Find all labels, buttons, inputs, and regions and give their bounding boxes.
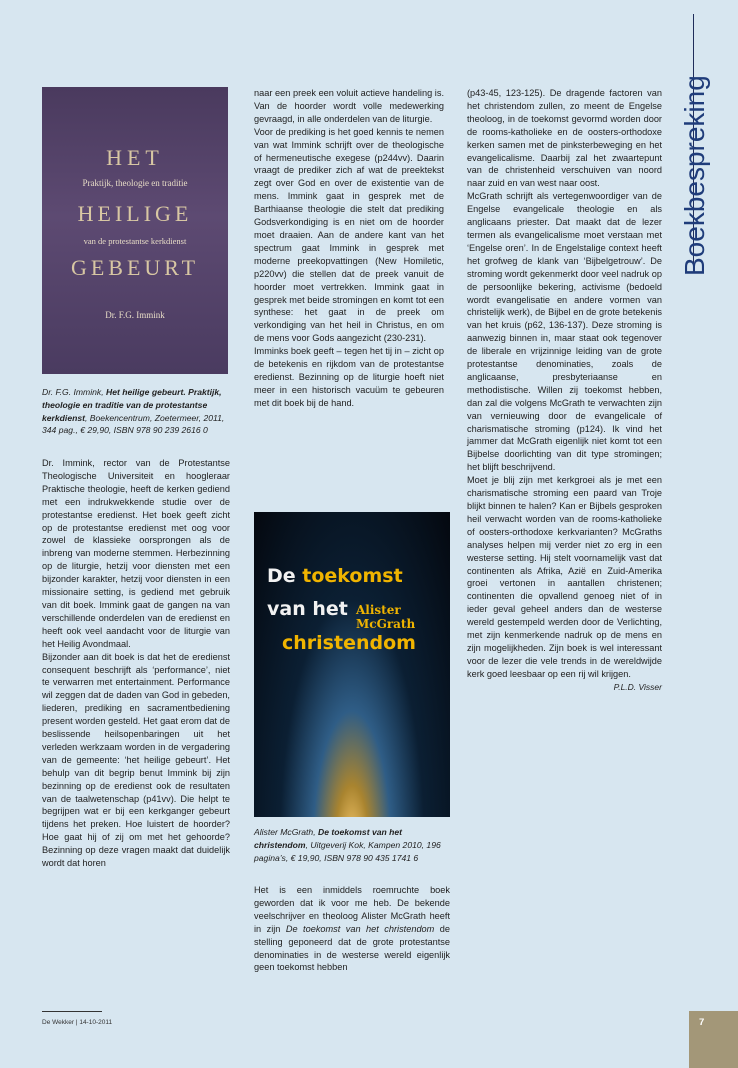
book-cover-de-toekomst-van-het-christendom (254, 512, 450, 817)
caption-author: Alister McGrath, (254, 827, 318, 837)
book-title-italic: De toekomst van het christendom (285, 923, 435, 934)
text-run: de stelling geponeerd dat de grote protestantse denominaties in de westerse wereld eigenlijk geen toekomst hebben (254, 923, 451, 973)
cover-word: toekomst (302, 565, 403, 587)
cover-author: Alister McGrath (356, 603, 416, 631)
paragraph: Dr. Immink, rector van de Protestantse Theologische Universiteit en hoogleraar Praktische theologie, heeft de kerken gediend met een indrukwekkende studie over de protestantse eredienst. Het boek geeft zicht op de protestantse eredienst met oog voor zowel de klassieke oorsprongen als de inbreng van moderne stemmen. Herbezinning op de liturgie, hetzij voor diensten met een bijzonder karakter, hetzij voor diensten in een missionaire setting, is gediend met gebruik van dit boek. Immink gaat de gangen na van verschillende onderdelen van de eredienst en heeft ook veel aandacht voor de liturgie van het Heilig Avondmaal. (42, 458, 230, 649)
cover-subtitle: van de protestantse kerkdienst (83, 236, 187, 246)
section-title: Boekbespreking (679, 75, 710, 276)
paragraph: Bijzonder aan dit boek is dat het de eredienst consequent beschrijft als ‘performance’, niet te verwarren met entertainment. Performance wil zeggen dat de daden van God in gebeden, liederen, prediking en sacramentbediening present worden gesteld. Het gaat erom dat de beslissende heilsopenbaringen uit het verleden werkzaam worden in de vergadering van de gemeente: ‘het heilige gebeurt’. Het behulp van dit begrip benut Immink bij zijn bezinning op de eredienst ook de resultaten van de taalwetenschap (p41vv). Die helpt te begrijpen wat er bij een kerkganger gebeurt tijdens het preken. Hoe luistert de hoorder? Hoe gaat hij of zij om met het gehoorde? Bezinning op deze vragen maakt dat duidelijk wordt dat horen (42, 651, 230, 869)
caption-title: Het heilige gebeurt. Praktijk, theologie en traditie van de protestantse kerkdienst (42, 387, 222, 423)
paragraph: Imminks boek geeft – tegen het tij in – zicht op de betekenis en rijkdom van de protestantse eredienst. Bezinning op de liturgie hoeft niet meer in een historisch vacuüm te gebeuren met dit boek bij de hand. (254, 346, 444, 408)
cover-title-word: HEILIGE (77, 201, 193, 226)
paragraph: naar een preek een voluit actieve handeling is. Van de hoorder wordt volle medewerking gevraagd, in alle onderdelen van de liturgie. (254, 88, 444, 124)
cover-title-line: christendom (282, 632, 416, 654)
page-number: 7 (699, 1017, 705, 1028)
reviewer-signature: P.L.D. Visser (613, 681, 662, 692)
cover-author: Dr. F.G. Immink (105, 310, 165, 320)
book-caption-1 (42, 386, 230, 437)
cover-word: De (267, 565, 303, 587)
caption-details: , Uitgeverij Kok, Kampen 2010, 196 pagina’s, € 19,90, ISBN 978 90 435 1741 6 (254, 839, 441, 863)
cover-subtitle: Praktijk, theologie en traditie (82, 178, 188, 188)
caption-title: De toekomst van het christendom (254, 827, 403, 850)
cover-title-line: van het (267, 598, 348, 620)
footer-rule (42, 1011, 102, 1012)
cover-title-word: GEBEURT (70, 255, 200, 280)
page-number-box (689, 1011, 738, 1068)
cover-title-word: HET (106, 145, 164, 170)
paragraph (254, 884, 450, 974)
paragraph: Voor de prediking is het goed kennis te nemen van wat Immink schrijft over de theologische of hermeneutische exegese (p244vv). Daarin vraagt de prediker zich af wat de preektekst zegt over God en over de existentie van de mens. Immink gaat in gesprek met de Barthiaanse theologie die stelt dat prediking Godsverkondiging is en niet om de hoorder moet draaien. Aan de andere kant van het spectrum gaat Immink in gesprek met moderne preekopvattingen (New Homiletic, p220vv) die stellen dat de preek vanuit de hoorder moet vertrekken. Immink gaat in gesprek met beide stromingen en komt tot een synthese: het gaat in de preek om verkondiging van het heil in Christus, en om de mens voor Gods aangezicht (230-231). (254, 126, 444, 344)
paragraph: McGrath schrijft als vertegenwoordiger van de Engelse evangelicale theologie en als anglicaans priester. Dat maakt dat de lezer termen als evangelicalisme moet verstaan met ‘Engelse oren’. In de Engelstalige context heeft het grofweg de klank van ‘Bijbelgetrouw’. De stroming wordt gekenmerkt door veel nadruk op de persoonlijke bekering, activisme (bedoeld wordt evangelisatie en andere vormen van christelijk werk), de Bijbel en de grote betekenis van het kruis (p62, 136-137). Deze stroming is aanwezig binnen in, maar staat ook tegenover de liberale en vrijzinnige leiding van de grote protestantse denominaties, zoals de anglicaanse, presbyteriaanse en methodistische. Willen zij toekomst hebben, dan zal die volgens McGrath te verwachten zijn van vernieuwing door de evangelicale of charismatische stroming (p124). Ik vind het jammer dat McGrath eigenlijk niet komt tot een Bijbelse doorlichting van dit type stromingen; het blijft beschrijvend. (467, 191, 662, 473)
book-cover-het-heilige-gebeurt (42, 87, 228, 374)
book-caption-2 (254, 826, 450, 864)
text-column-3 (467, 87, 662, 694)
paragraph: Moet je blij zijn met kerkgroei als je met een charismatische stroming een paard van Troje blijkt binnen te halen? Kan er Bijbels gesproken heil verwacht worden van de rooms-katholieke of oosters-orthodoxe kerkvarianten? McGraths analyses helpen mij verder niet zo erg in een westerse setting. Hij stelt voornamelijk vast dat continenten als Afrika, Azië en Zuid-Amerika groei vertonen in aantallen christenen; continenten die opvallend genoeg niet of in ieder geval geheel anders dan de westerse wereld gestempeld werden door de Verlichting, met zijn kenmerkende nadruk op de mens en zijn mogelijkheden. Zijn boek is wel interessant voor de lezer die vele trends in de wereldwijde kerk goed leesbaar op een rij wil krijgen. (467, 475, 662, 679)
footer-publication: De Wekker | 14-10-2011 (42, 1019, 113, 1026)
paragraph: (p43-45, 123-125). De dragende factoren van het christendom zullen, zo meent de Engelse theoloog, in de toekomst gevormd worden door de rooms-katholieke en de oosters-orthodoxe kerken samen met de pinksterbeweging en het evangelicalisme. Daarbij zal het zwaartepunt van de christenheid verschuiven van noord naar zuid en van west naar oost. (467, 88, 662, 189)
caption-details: , Boekencentrum, Zoetermeer, 2011, 344 pag., € 29,90, ISBN 978 90 239 2616 0 (42, 412, 225, 436)
text-column-1 (42, 457, 230, 870)
text-column-2-continued (254, 884, 450, 974)
cover-title-line (267, 565, 403, 587)
text-run: Het is een inmiddels roemruchte boek geworden dat ik voor me heb. De bekende veelschrijver en theoloog Alister McGrath heeft in zijn (254, 885, 450, 934)
caption-author: Dr. F.G. Immink, (42, 387, 106, 397)
text-column-2 (254, 87, 444, 410)
